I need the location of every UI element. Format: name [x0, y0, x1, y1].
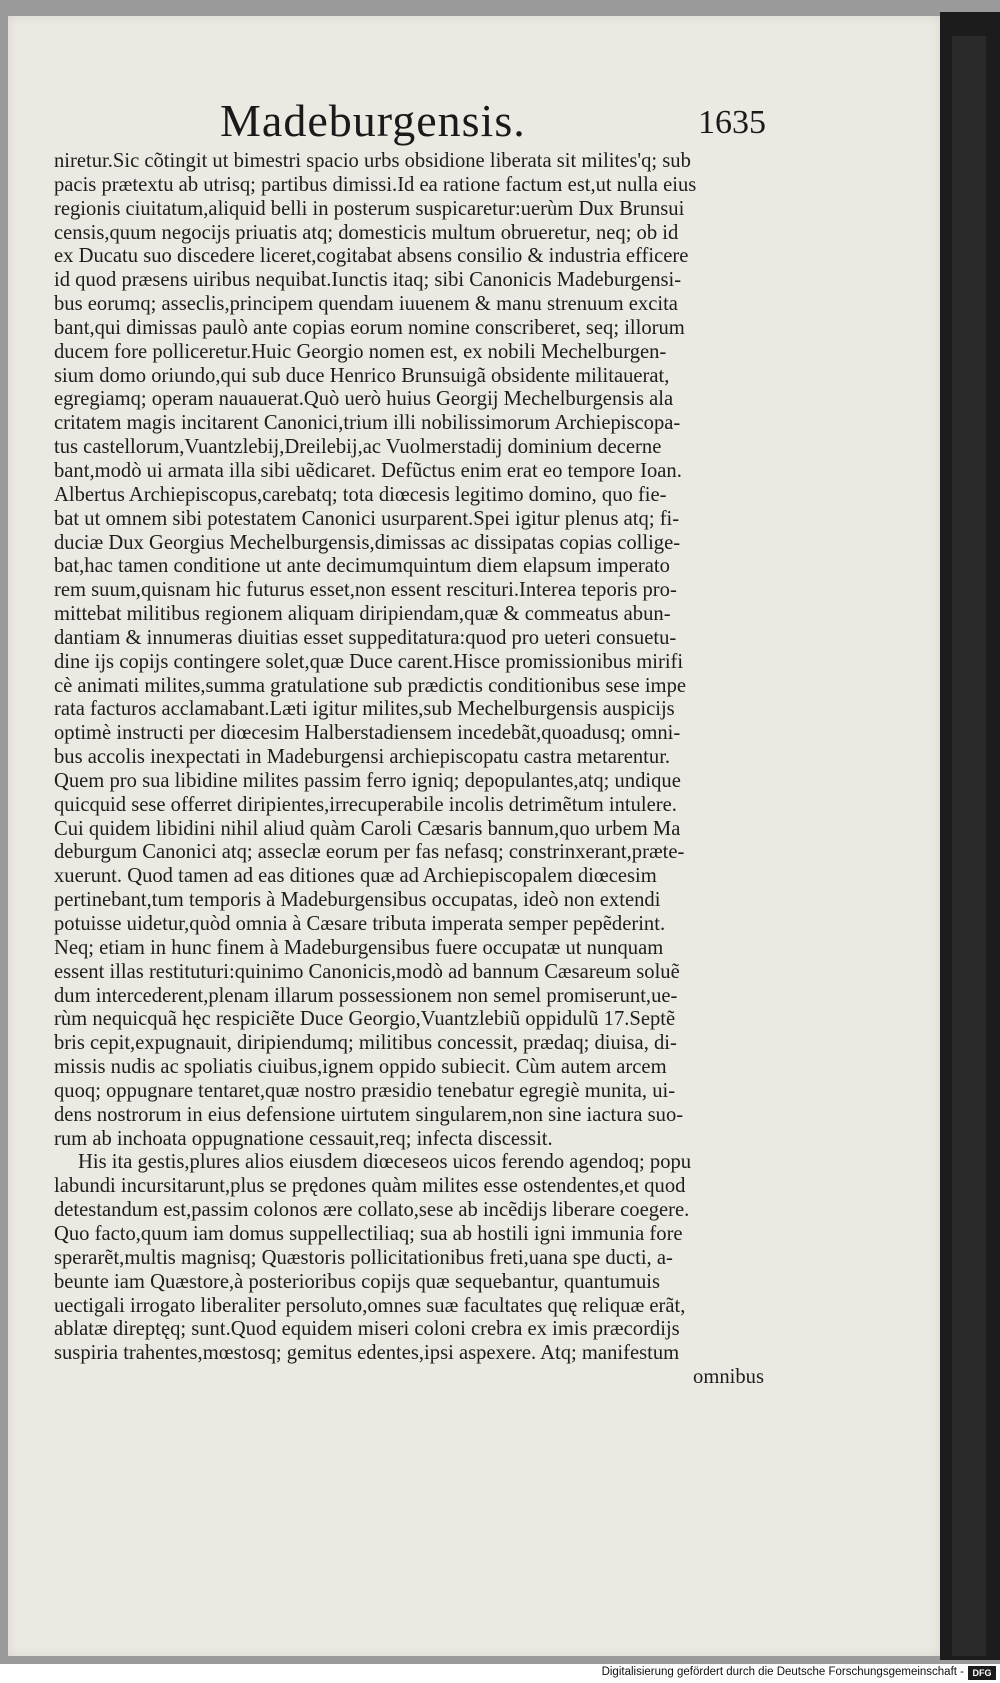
- text-line: bris cepit,expugnauit, diripiendumq; militibus concessit, prædaq; diuisa, di-: [54, 1032, 677, 1055]
- body-text: [54, 150, 774, 1390]
- text-line: deburgum Canonici atq; asseclæ eorum per fas nefasq; constrinxerant,præte-: [54, 841, 685, 864]
- text-line: suspiria trahentes,mœstosq; gemitus edentes,ipsi aspexere. Atq; manifestum: [54, 1342, 680, 1365]
- text-line: id quod præsens uiribus nequibat.Iunctis itaq; sibi Canonicis Madeburgensi-: [54, 269, 682, 292]
- text-line: niretur.Sic cõtingit ut bimestri spacio urbs obsidione liberata sit milites'q; sub: [54, 150, 691, 172]
- text-line: missis nudis ac spoliatis ciuibus,ignem oppido subiecit. Cùm autem arcem: [54, 1056, 667, 1079]
- catchword: omnibus: [693, 1366, 764, 1389]
- text-line: tus castellorum,Vuantzlebij,Dreilebij,ac Vuolmerstadij dominium decerne: [54, 436, 662, 459]
- text-line: Quem pro sua libidine milites passim ferro igniq; depopulantes,atq; undique: [54, 769, 681, 792]
- text-line: rùm nequicquã hęc respiciẽte Duce Georgio,Vuantzlebiũ oppidulũ 17.Septẽ: [54, 1008, 676, 1031]
- text-line: sperarẽt,multis magnisq; Quæstoris pollicitationibus freti,uana spe ducti, a-: [54, 1246, 673, 1269]
- footer-bar: [0, 1664, 1000, 1683]
- dfg-logo-icon: DFG: [968, 1666, 996, 1680]
- text-line: rata facturos acclamabant.Læti igitur milites,sub Mechelburgensis auspicijs: [54, 698, 675, 721]
- text-line: rem suum,quisnam hic futurus esset,non essent rescituri.Interea teporis pro-: [54, 579, 677, 602]
- text-line: Albertus Archiepiscopus,carebatq; tota diœcesis legitimo domino, quo fie-: [54, 483, 667, 506]
- text-line: potuisse uidetur,quòd omnia à Cæsare tributa imperata semper pepẽderint.: [54, 913, 666, 935]
- text-line: quoq; oppugnare tentaret,quæ nostro præsidio tenebatur egregiè munita, ui-: [54, 1079, 676, 1102]
- text-line: critatem magis incitarent Canonici,trium illi nobilissimorum Archiepiscopa-: [54, 412, 681, 435]
- text-line: dens nostrorum in eius defensione uirtutem singularem,non sine iactura suo-: [54, 1103, 684, 1126]
- text-line: bus eorumq; asseclis,principem quendam iuuenem & manu strenuum excita: [54, 293, 678, 316]
- text-line: labundi incursitarunt,plus se prędones quàm milites esse ostendentes,et quod: [54, 1175, 686, 1198]
- text-line: detestandum est,passim colonos ære collato,sese ab incẽdijs liberare coegere.: [54, 1199, 690, 1222]
- scan-edge-strip: [952, 36, 986, 1656]
- text-line: ablatæ direptęq; sunt.Quod equidem miseri coloni crebra ex imis præcordijs: [54, 1318, 680, 1341]
- text-line: ducem fore polliceretur.Huic Georgio nomen est, ex nobili Mechelburgen-: [54, 340, 667, 363]
- text-line: bant,modò ui armata illa sibi uẽdicaret. Defũctus enim erat eo tempore Ioan.: [54, 459, 682, 482]
- text-line: uectigali irrogato liberaliter persoluto,omnes suæ facultates quę reliquæ erãt,: [54, 1294, 686, 1317]
- text-line: bant,qui dimissas paulò ante copias eorum nomine conscriberet, seq; illorum: [54, 316, 685, 339]
- text-line: dine ijs copijs contingere solet,quæ Duce carent.Hisce promissionibus mirifi: [54, 650, 684, 673]
- text-line: dum intercederent,plenam illarum possessionem non semel promiserunt,ue-: [54, 984, 678, 1007]
- text-line: egregiamq; operam nauauerat.Quò uerò huius Georgij Mechelburgensis ala: [54, 388, 674, 411]
- text-line: optimè instructi per diœcesim Halberstadiensem incedebãt,quoadusq; omni-: [54, 722, 681, 745]
- text-line: Neq; etiam in hunc finem à Madeburgensibus fuere occupatæ ut nunquam: [54, 936, 664, 959]
- running-title: Madeburgensis.: [220, 95, 526, 146]
- text-line: censis,quum negocijs priuatis atq; domesticis multum obrueretur, neq; ob id: [54, 221, 679, 244]
- text-line: bus accolis inexpectati in Madeburgensi archiepiscopatu castra metarentur.: [54, 746, 671, 769]
- text-line: essent illas restituturi:quinimo Canonicis,modò ad bannum Cæsareum soluẽ: [54, 960, 680, 983]
- text-line: mittebat militibus regionem aliquam diripiendam,quæ & commeatus abun-: [54, 603, 671, 626]
- text-line: Cui quidem libidini nihil aliud quàm Caroli Cæsaris bannum,quo urbem Ma: [54, 817, 681, 840]
- text-line: His ita gestis,plures alios eiusdem diœceseos uicos ferendo agendoq; popu: [78, 1151, 692, 1174]
- text-line: regionis ciuitatum,aliquid belli in posterum suspicaretur:uerùm Dux Brunsui: [54, 197, 685, 220]
- text-line: cè animati milites,summa gratulatione sub prædictis conditionibus sese impe: [54, 674, 687, 697]
- text-line: pertinebant,tum temporis à Madeburgensibus occupatas, ideò non extendi: [54, 889, 661, 912]
- text-line: xuerunt. Quod tamen ad eas ditiones quæ ad Archiepiscopalem diœcesim: [54, 865, 657, 888]
- text-line: pacis prætextu ab utrisq; partibus dimissi.Id ea ratione factum est,ut nulla eius: [54, 173, 697, 196]
- text-line: sium domo oriundo,qui sub duce Henrico Brunsuigã obsidente militauerat,: [54, 364, 670, 387]
- book-page: [8, 16, 940, 1656]
- text-line: ex Ducatu suo discedere liceret,cogitabat absens consilio & industria efficere: [54, 245, 689, 268]
- text-line: bat ut omnem sibi potestatem Canonici usurparent.Spei igitur plenus atq; fi-: [54, 507, 680, 530]
- scan-edge: [940, 12, 1000, 1660]
- text-line: quicquid sese offerret diripientes,irrecuperabile incolis detrimẽtum intulere.: [54, 793, 677, 816]
- text-line: Quo facto,quum iam domus suppellectiliaq; sua ab hostili igni immunia fore: [54, 1222, 683, 1245]
- text-line: beunte iam Quæstore,à posterioribus copijs quæ sequebantur, quantumuis: [54, 1270, 661, 1293]
- text-line: bat,hac tamen conditione ut ante decimumquintum diem elapsum imperato: [54, 555, 670, 578]
- text-line: duciæ Dux Georgius Mechelburgensis,dimissas ac dissipatas copias collige-: [54, 531, 681, 554]
- footer-credit: Digitalisierung gefördert durch die Deutsche Forschungsgemeinschaft -: [601, 1666, 964, 1678]
- text-line: rum ab inchoata oppugnatione cessauit,req; infecta discessit.: [54, 1127, 553, 1150]
- page-number: 1635: [698, 104, 766, 141]
- text-line: dantiam & innumeras diuitias esset suppeditatura:quod pro ueteri consuetu-: [54, 626, 677, 649]
